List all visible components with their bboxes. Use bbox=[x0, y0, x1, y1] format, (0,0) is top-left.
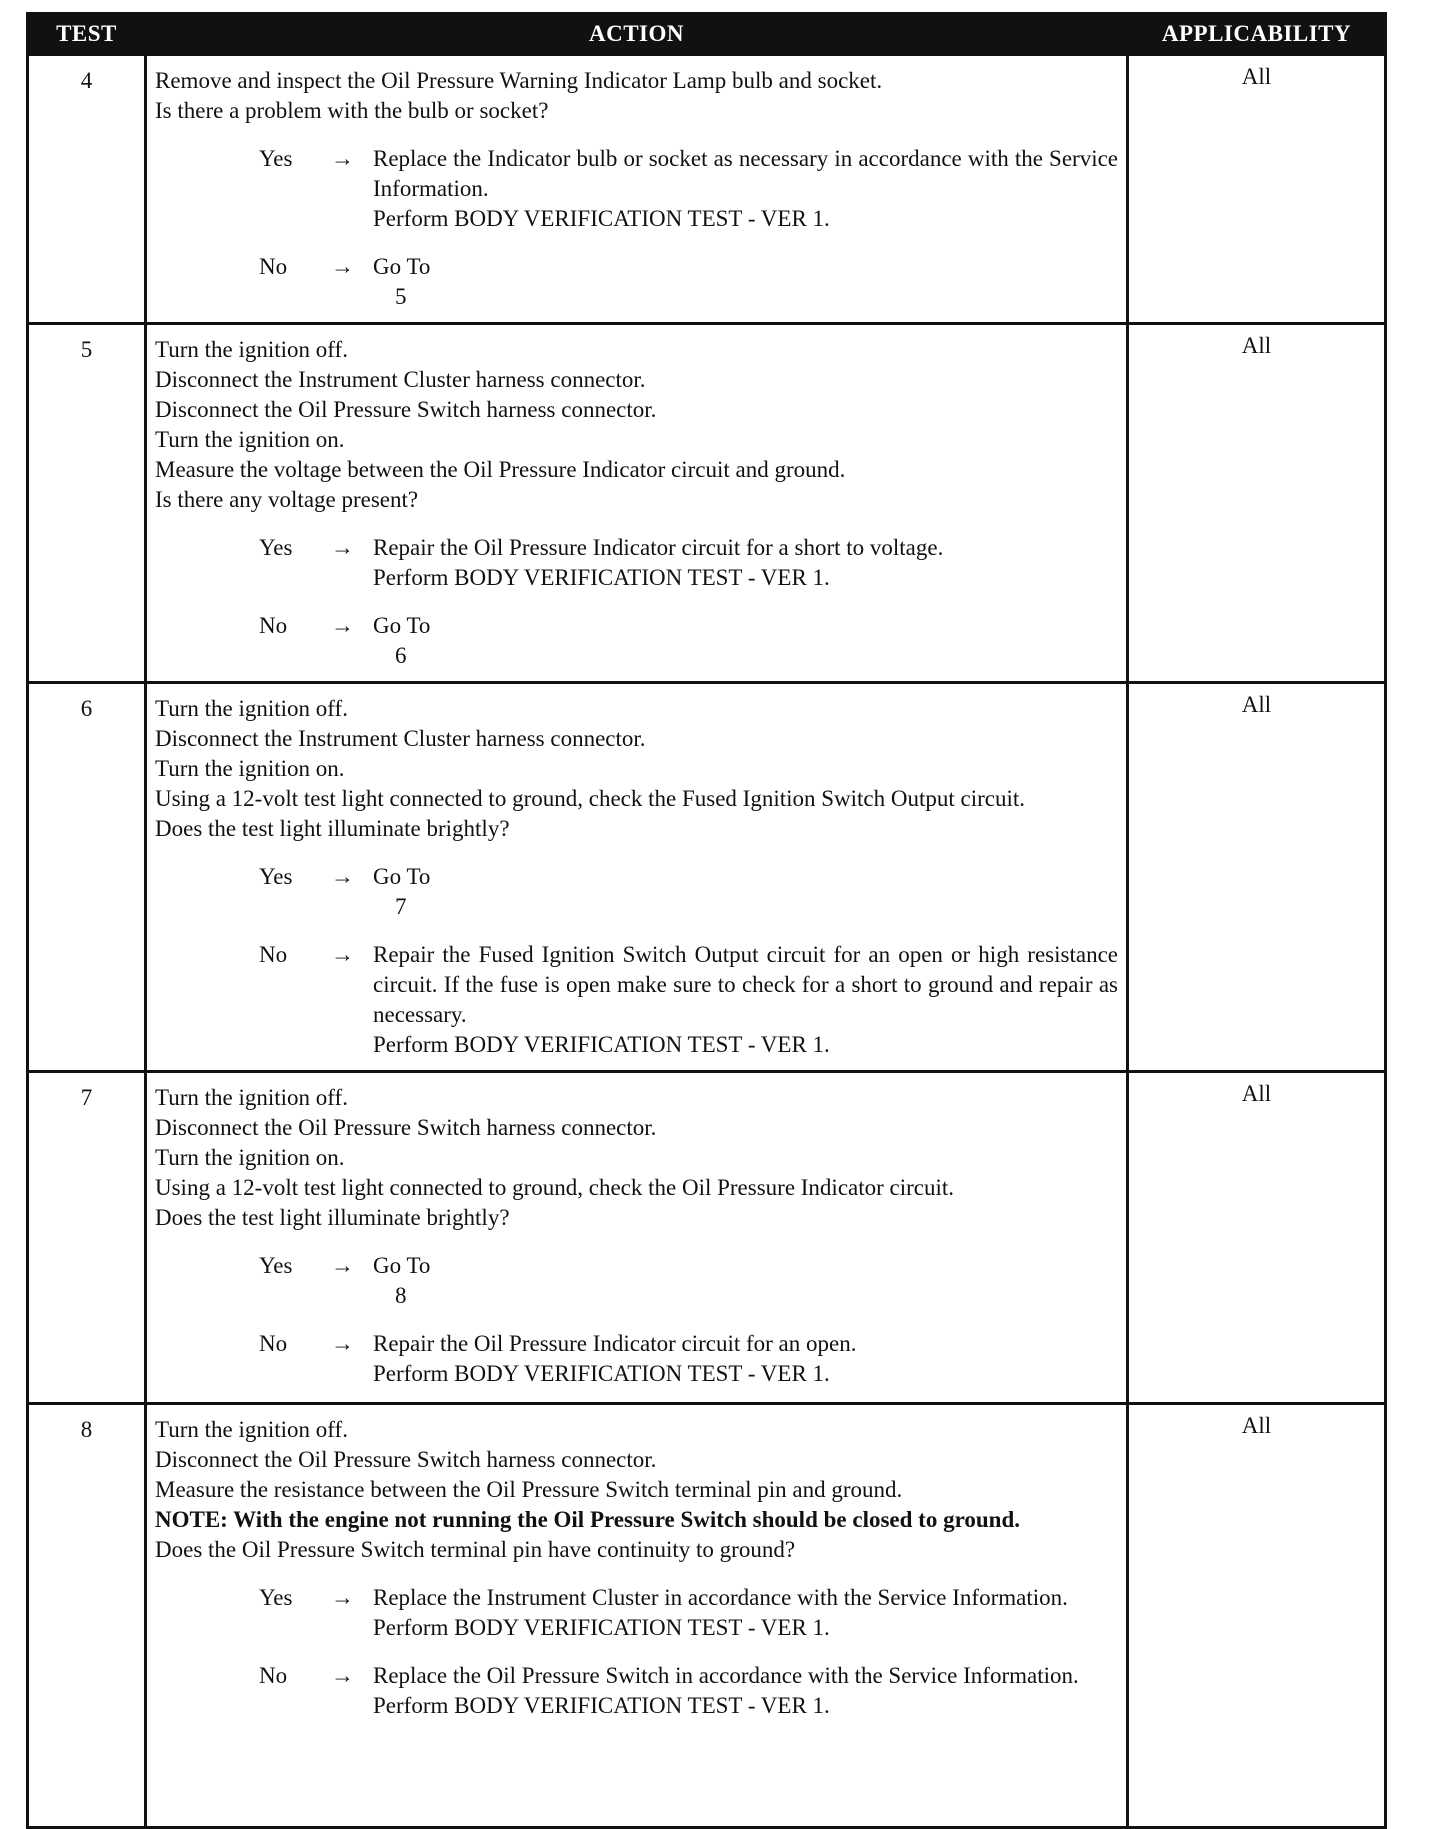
no-result-line: Perform BODY VERIFICATION TEST - VER 1. bbox=[373, 1032, 830, 1057]
action-step: Turn the ignition on. bbox=[155, 427, 345, 452]
yes-result-line: Perform BODY VERIFICATION TEST - VER 1. bbox=[373, 565, 830, 590]
arrow-icon: → bbox=[331, 1663, 354, 1688]
no-result-line: Replace the Oil Pressure Switch in accordance with the Service Information. bbox=[373, 1663, 1079, 1688]
arrow-icon: → bbox=[331, 254, 354, 279]
action-step: Disconnect the Oil Pressure Switch harness connector. bbox=[155, 397, 657, 422]
yes-branch bbox=[155, 862, 1118, 922]
applicability-cell: All bbox=[1128, 324, 1386, 683]
arrow-icon: → bbox=[331, 864, 354, 889]
no-label: No bbox=[259, 1663, 288, 1688]
diagnostic-test-table bbox=[26, 12, 1384, 1768]
no-branch bbox=[155, 1329, 1118, 1389]
no-label: No bbox=[259, 613, 288, 638]
test-number: 5 bbox=[28, 324, 146, 683]
arrow-icon: → bbox=[331, 942, 354, 967]
goto-number: 6 bbox=[395, 643, 407, 668]
action-step: Turn the ignition on. bbox=[155, 1145, 345, 1170]
yes-result bbox=[373, 1251, 1118, 1311]
no-result bbox=[373, 611, 1118, 671]
action-cell bbox=[146, 324, 1128, 683]
test-row-6 bbox=[28, 683, 1386, 1072]
no-label: No bbox=[259, 1331, 288, 1356]
goto-number: 7 bbox=[395, 894, 407, 919]
test-row-8 bbox=[28, 1404, 1386, 1828]
action-cell bbox=[146, 1072, 1128, 1404]
yes-result bbox=[373, 144, 1118, 234]
test-number: 8 bbox=[28, 1404, 146, 1828]
header-action: ACTION bbox=[146, 14, 1128, 55]
test-number: 7 bbox=[28, 1072, 146, 1404]
goto-text: Go To bbox=[373, 1253, 431, 1278]
arrow-icon: → bbox=[331, 1253, 354, 1278]
arrow-icon: → bbox=[331, 1585, 354, 1610]
test-number: 4 bbox=[28, 55, 146, 324]
action-question: Does the test light illuminate brightly? bbox=[155, 816, 510, 841]
no-branch bbox=[155, 940, 1118, 1060]
action-step: Turn the ignition on. bbox=[155, 756, 345, 781]
action-cell bbox=[146, 683, 1128, 1072]
action-step: Using a 12-volt test light connected to ground, check the Fused Ignition Switch Output circuit. bbox=[155, 786, 1026, 811]
goto-number: 8 bbox=[395, 1283, 407, 1308]
action-step: Turn the ignition off. bbox=[155, 337, 348, 362]
arrow-icon: → bbox=[331, 535, 354, 560]
arrow-icon: → bbox=[331, 1331, 354, 1356]
applicability-cell: All bbox=[1128, 55, 1386, 324]
action-question: Is there a problem with the bulb or socket? bbox=[155, 98, 549, 123]
applicability-cell: All bbox=[1128, 683, 1386, 1072]
action-question: Does the test light illuminate brightly? bbox=[155, 1205, 510, 1230]
yes-result bbox=[373, 862, 1118, 922]
yes-branch bbox=[155, 533, 1118, 593]
no-label: No bbox=[259, 254, 288, 279]
header-applicability: APPLICABILITY bbox=[1128, 14, 1386, 55]
yes-label: Yes bbox=[259, 864, 293, 889]
arrow-icon: → bbox=[331, 613, 354, 638]
yes-result-line: Perform BODY VERIFICATION TEST - VER 1. bbox=[373, 206, 830, 231]
arrow-icon: → bbox=[331, 146, 354, 171]
goto-number: 5 bbox=[395, 284, 407, 309]
action-step: Turn the ignition off. bbox=[155, 1085, 348, 1110]
test-row-5 bbox=[28, 324, 1386, 683]
yes-result bbox=[373, 1583, 1118, 1643]
no-result-line: Perform BODY VERIFICATION TEST - VER 1. bbox=[373, 1693, 830, 1718]
no-branch bbox=[155, 252, 1118, 312]
no-result-line: Repair the Oil Pressure Indicator circuit for an open. bbox=[373, 1331, 857, 1356]
action-step: Remove and inspect the Oil Pressure Warning Indicator Lamp bulb and socket. bbox=[155, 68, 883, 93]
action-cell bbox=[146, 1404, 1128, 1828]
action-step: Disconnect the Instrument Cluster harness connector. bbox=[155, 367, 646, 392]
yes-result-line: Perform BODY VERIFICATION TEST - VER 1. bbox=[373, 1615, 830, 1640]
goto-link[interactable] bbox=[373, 611, 1118, 671]
action-step: Disconnect the Instrument Cluster harness connector. bbox=[155, 726, 646, 751]
action-step: Disconnect the Oil Pressure Switch harness connector. bbox=[155, 1447, 657, 1472]
yes-branch bbox=[155, 1583, 1118, 1643]
no-branch bbox=[155, 611, 1118, 671]
yes-result-line: Replace the Instrument Cluster in accordance with the Service Information. bbox=[373, 1585, 1068, 1610]
yes-label: Yes bbox=[259, 535, 293, 560]
no-result bbox=[373, 1661, 1118, 1721]
applicability-cell: All bbox=[1128, 1072, 1386, 1404]
goto-text: Go To bbox=[373, 864, 431, 889]
action-step: Turn the ignition off. bbox=[155, 696, 348, 721]
yes-result-line: Replace the Indicator bulb or socket as necessary in accordance with the Service Information. bbox=[373, 146, 1118, 201]
action-cell bbox=[146, 55, 1128, 324]
header-test: TEST bbox=[28, 14, 146, 55]
no-result-line: Repair the Fused Ignition Switch Output circuit for an open or high resistance circuit. If the fuse is open make sure to check for a short to ground and repair as necessary. bbox=[373, 942, 1118, 1027]
yes-branch bbox=[155, 144, 1118, 234]
yes-label: Yes bbox=[259, 146, 293, 171]
action-step: Disconnect the Oil Pressure Switch harness connector. bbox=[155, 1115, 657, 1140]
test-row-4 bbox=[28, 55, 1386, 324]
no-branch bbox=[155, 1661, 1118, 1721]
header-row bbox=[28, 14, 1386, 55]
test-row-7 bbox=[28, 1072, 1386, 1404]
yes-result bbox=[373, 533, 1118, 593]
test-number: 6 bbox=[28, 683, 146, 1072]
action-step: Turn the ignition off. bbox=[155, 1417, 348, 1442]
action-step: Using a 12-volt test light connected to ground, check the Oil Pressure Indicator circuit. bbox=[155, 1175, 955, 1200]
action-step: Measure the resistance between the Oil Pressure Switch terminal pin and ground. bbox=[155, 1477, 903, 1502]
no-result bbox=[373, 940, 1118, 1060]
action-step: Measure the voltage between the Oil Pressure Indicator circuit and ground. bbox=[155, 457, 846, 482]
action-question: Is there any voltage present? bbox=[155, 487, 419, 512]
no-label: No bbox=[259, 942, 288, 967]
goto-text: Go To bbox=[373, 613, 431, 638]
applicability-cell: All bbox=[1128, 1404, 1386, 1828]
no-result bbox=[373, 1329, 1118, 1389]
yes-label: Yes bbox=[259, 1253, 293, 1278]
yes-label: Yes bbox=[259, 1585, 293, 1610]
no-result bbox=[373, 252, 1118, 312]
test-table bbox=[26, 12, 1387, 1829]
goto-text: Go To bbox=[373, 254, 431, 279]
yes-result-line: Repair the Oil Pressure Indicator circuit for a short to voltage. bbox=[373, 535, 944, 560]
yes-branch bbox=[155, 1251, 1118, 1311]
goto-link[interactable] bbox=[373, 252, 1118, 312]
no-result-line: Perform BODY VERIFICATION TEST - VER 1. bbox=[373, 1361, 830, 1386]
goto-link[interactable] bbox=[373, 862, 1118, 922]
note-text: NOTE: With the engine not running the Oil Pressure Switch should be closed to ground. bbox=[155, 1507, 1020, 1532]
goto-link[interactable] bbox=[373, 1251, 1118, 1311]
action-question: Does the Oil Pressure Switch terminal pin have continuity to ground? bbox=[155, 1537, 796, 1562]
